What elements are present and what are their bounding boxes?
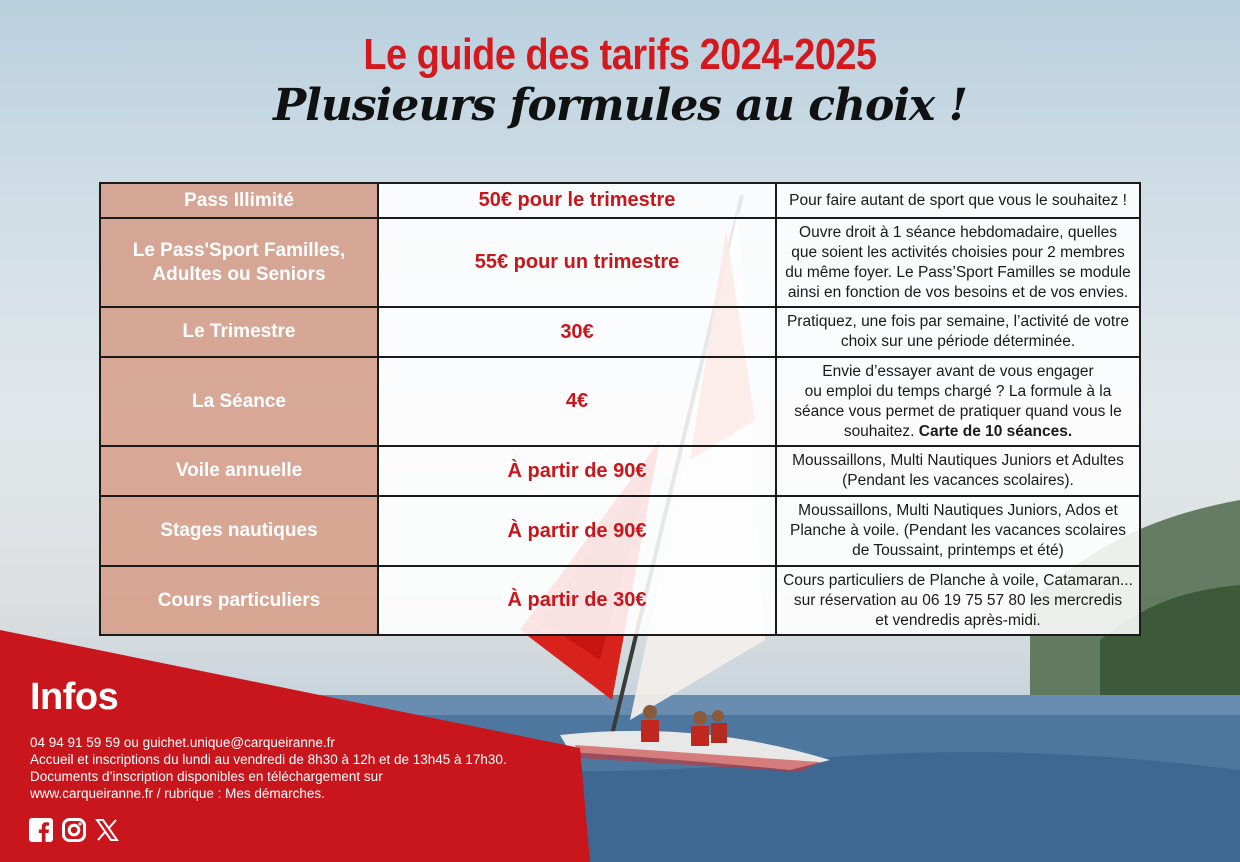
formule-description: Moussaillons, Multi Nautiques Juniors et Adultes (Pendant les vacances scolaires).	[776, 446, 1140, 496]
formule-price: 55€ pour un trimestre	[378, 218, 776, 307]
formule-price: 30€	[378, 307, 776, 357]
page-title: Le guide des tarifs 2024-2025	[363, 30, 877, 79]
formule-description: Envie d’essayer avant de vous engager ou emploi du temps chargé ? La formule à la séance vous permet de pratiquer quand vous le souhaitez. Carte de 10 séances.	[776, 357, 1140, 446]
table-row	[100, 307, 1140, 357]
formule-price: 4€	[378, 357, 776, 446]
table-row	[100, 218, 1140, 307]
formule-name: Cours particuliers	[100, 566, 378, 635]
formule-name: Pass Illimité	[100, 183, 378, 218]
table-row	[100, 357, 1140, 446]
infos-documents: Documents d’inscription disponibles en téléchargement sur	[30, 769, 383, 784]
formule-description: Pour faire autant de sport que vous le souhaitez !	[776, 183, 1140, 218]
formule-price: 50€ pour le trimestre	[378, 183, 776, 218]
tarifs-table	[99, 182, 1141, 636]
formule-price: À partir de 90€	[378, 496, 776, 566]
formule-description: Ouvre droit à 1 séance hebdomadaire, quelles que soient les activités choisies pour 2 membres du même foyer. Le Pass’Sport Familles se module ainsi en fonction de vos besoins et de vos envies.	[776, 218, 1140, 307]
facebook-icon[interactable]	[29, 818, 53, 842]
infos-phone-email: 04 94 91 59 59 ou guichet.unique@carqueiranne.fr	[30, 735, 335, 750]
formule-price: À partir de 90€	[378, 446, 776, 496]
infos-contact	[30, 734, 570, 802]
infos-hours: Accueil et inscriptions du lundi au vendredi de 8h30 à 12h et de 13h45 à 17h30.	[30, 752, 507, 767]
infos-panel	[0, 630, 590, 862]
instagram-icon[interactable]	[62, 818, 86, 842]
table-row	[100, 566, 1140, 635]
formule-name: Le Pass'Sport Familles, Adultes ou Seniors	[100, 218, 378, 307]
infos-title: Infos	[30, 676, 119, 718]
formule-name: Stages nautiques	[100, 496, 378, 566]
social-links	[29, 818, 119, 842]
formule-name: La Séance	[100, 357, 378, 446]
formule-price: À partir de 30€	[378, 566, 776, 635]
page-subtitle: Plusieurs formules au choix !	[273, 80, 967, 131]
formule-description: Cours particuliers de Planche à voile, Catamaran... sur réservation au 06 19 75 57 80 les mercredis et vendredis après-midi.	[776, 566, 1140, 635]
formule-description: Pratiquez, une fois par semaine, l’activité de votre choix sur une période déterminée.	[776, 307, 1140, 357]
x-icon[interactable]	[95, 818, 119, 842]
formule-description: Moussaillons, Multi Nautiques Juniors, Ados et Planche à voile. (Pendant les vacances scolaires de Toussaint, printemps et été)	[776, 496, 1140, 566]
formule-name: Voile annuelle	[100, 446, 378, 496]
formule-name: Le Trimestre	[100, 307, 378, 357]
table-row	[100, 496, 1140, 566]
infos-website[interactable]: www.carqueiranne.fr / rubrique : Mes démarches.	[30, 786, 325, 801]
table-row	[100, 446, 1140, 496]
carte-seances-note: Carte de 10 séances.	[918, 422, 1073, 440]
table-row	[100, 183, 1140, 218]
